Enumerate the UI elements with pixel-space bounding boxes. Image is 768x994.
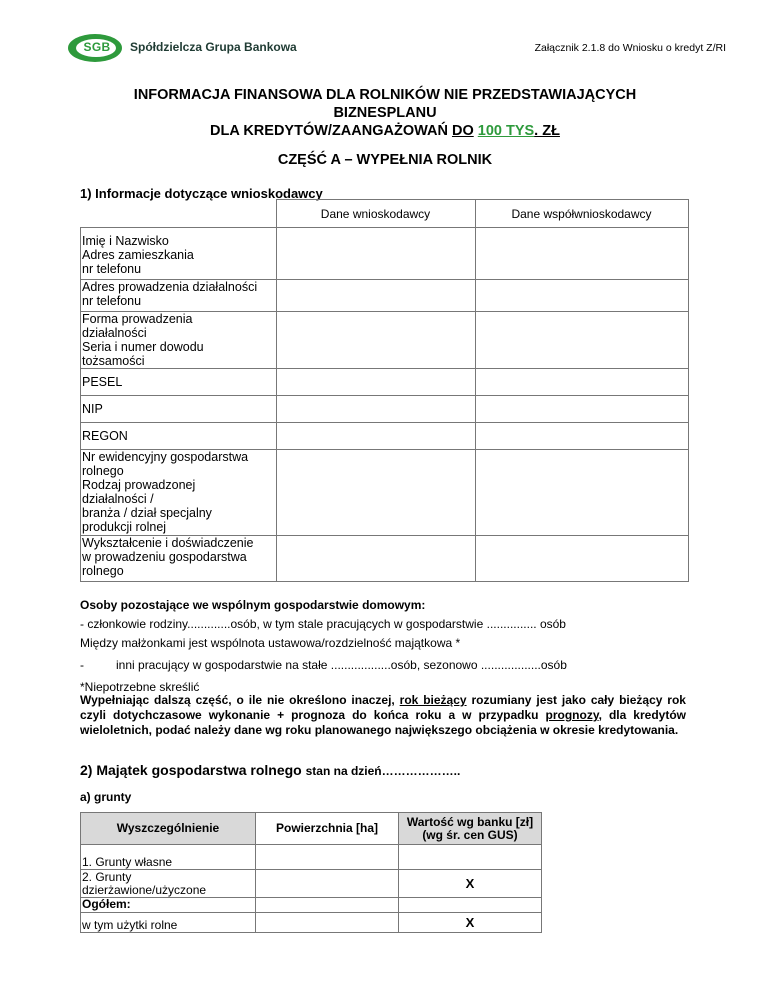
row-label [81,450,277,536]
applicant-field[interactable] [276,450,475,536]
coapplicant-field[interactable] [475,280,688,312]
row-label-text: Nr ewidencyjny gospodarstwa rolnego Rodzaj prowadzonej działalności / branża / dział specjalny produkcji rolnej [82,450,249,534]
applicant-field[interactable] [276,280,475,312]
part-a-heading: CZĘŚĆ A – WYPEŁNIA ROLNIK [277,152,493,168]
value-field[interactable] [399,845,542,870]
explain-part-3: , dla kredytów wieloletnich, podać należy dane wg roku planowanego największego obciążenia w okresie kredytowania. [80,708,686,737]
section-2-date: stan na dzień……………….. [305,764,461,778]
explain-forecast: prognozy [545,708,599,722]
title-suffix: . ZŁ [534,123,560,139]
row-label-text: Adres prowadzenia działalności nr telefonu [82,280,258,308]
coapplicant-field[interactable] [475,396,688,423]
col-applicant: Dane wnioskodawcy [276,200,475,228]
row-label [81,312,277,369]
value-field[interactable] [399,898,542,913]
row-label-text: Forma prowadzenia działalności Seria i numer dowodu tożsamości [82,312,204,368]
title-line-3 [60,122,710,140]
row-label-text: NIP [82,402,103,416]
col-area: Powierzchnia [ha] [256,813,399,845]
title-line-3-prefix: DLA KREDYTÓW/ZAANGAŻOWAŃ [210,123,452,139]
row-label [81,423,277,450]
coapplicant-field[interactable] [475,536,688,582]
applicant-field[interactable] [276,396,475,423]
other-workers-text: inni pracujący w gospodarstwie na stałe ..................osób, sezonowo ..................osób [116,658,567,672]
title-do: DO [451,123,474,139]
value-field-x: X [399,913,542,933]
land-table [80,812,542,933]
sgb-logo-text: SGB [83,40,111,54]
col-value: Wartość wg banku [zł] (wg śr. cen GUS) [399,813,542,845]
row-label-text: Imię i Nazwisko Adres zamieszkania nr telefonu [82,234,194,276]
row-label-text: Wykształcenie i doświadczenie w prowadzeniu gospodarstwa rolnego [82,536,254,578]
household-heading: Osoby pozostające we wspólnym gospodarstwie domowym: [80,598,426,612]
property-regime-line: Między małżonkami jest wspólnota ustawowa/rozdzielność majątkowa * [80,636,461,650]
row-label-text: PESEL [82,375,123,389]
row-label [81,536,277,582]
coapplicant-field[interactable] [475,423,688,450]
col-item: Wyszczególnienie [81,813,256,845]
row-label [81,280,277,312]
bank-name: Spółdzielcza Grupa Bankowa [130,40,297,54]
area-field[interactable] [256,845,399,870]
document-title [60,86,710,140]
attachment-label: Załącznik 2.1.8 do Wniosku o kredyt Z/RI [534,42,726,54]
other-workers-line [80,658,567,672]
section-1-heading: 1) Informacje dotyczące wnioskodawcy [80,186,323,201]
applicant-info-table [80,199,689,582]
bullet-dash: - [80,658,84,672]
value-field-x: X [399,870,542,898]
coapplicant-field[interactable] [475,312,688,369]
applicant-field[interactable] [276,423,475,450]
section-2-heading [80,762,460,778]
subsection-a-heading: a) grunty [80,790,132,804]
applicant-field[interactable] [276,536,475,582]
row-label [81,369,277,396]
applicant-field[interactable] [276,312,475,369]
coapplicant-field[interactable] [475,369,688,396]
row-label [81,228,277,280]
section-2-title: 2) Majątek gospodarstwa rolnego [80,762,306,778]
area-field[interactable] [256,870,399,898]
land-row-label: w tym użytki rolne [81,913,256,933]
row-label [81,396,277,423]
col-coapplicant: Dane współwnioskodawcy [475,200,688,228]
title-line-1: INFORMACJA FINANSOWA DLA ROLNIKÓW NIE PRZEDSTAWIAJĄCYCH [133,87,637,103]
title-amount: 100 TYS [477,123,535,139]
explain-part-1: Wypełniając dalszą część, o ile nie określono inaczej, [80,693,400,707]
table-corner [81,200,277,228]
land-row-label: 1. Grunty własne [81,845,256,870]
applicant-field[interactable] [276,228,475,280]
family-members-line: - członkowie rodziny.............osób, w tym stale pracujących w gospodarstwie ............... osób [80,617,566,631]
coapplicant-field[interactable] [475,450,688,536]
area-field[interactable] [256,913,399,933]
land-row-label: Ogółem: [81,898,256,913]
explanation-paragraph [80,693,686,738]
land-row-label: 2. Grunty dzierżawione/użyczone [81,870,256,898]
row-label-text: REGON [82,429,128,443]
explain-part-2: rozumiany jest jako cały bieżący rok czyli dotychczasowe wykonanie + prognoza do końca roku a w przypadku [80,693,686,722]
coapplicant-field[interactable] [475,228,688,280]
applicant-field[interactable] [276,369,475,396]
footnote: *Niepotrzebne skreślić [80,680,200,694]
explain-current-year: rok bieżący [399,693,467,707]
area-field[interactable] [256,898,399,913]
title-line-2: BIZNESPLANU [333,105,437,121]
